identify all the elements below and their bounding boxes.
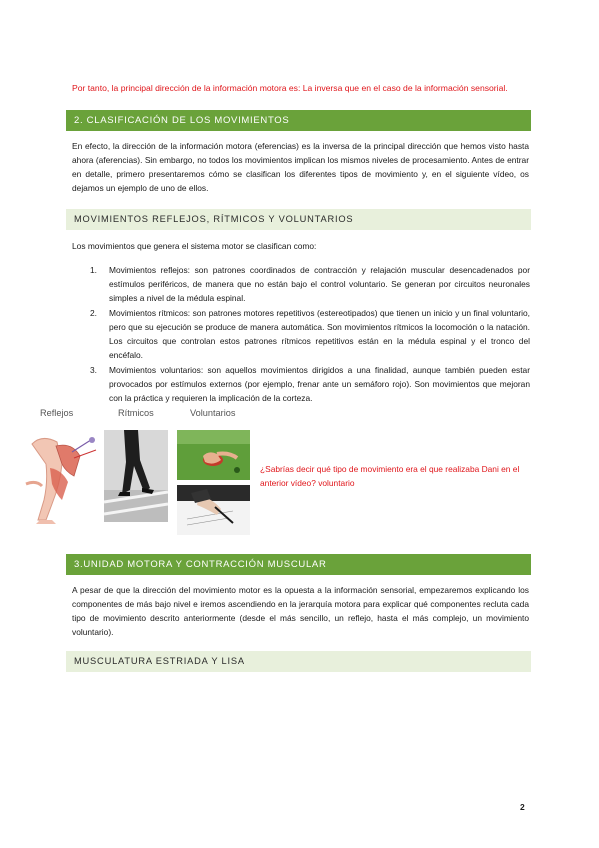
section-heading-clasificacion: 2. CLASIFICACIÓN DE LOS MOVIMIENTOS xyxy=(66,110,531,131)
question-callout: ¿Sabrías decir qué tipo de movimiento era el que realizaba Dani en el anterior vídeo? voluntario xyxy=(260,464,520,488)
section-heading-unidad-motora: 3.UNIDAD MOTORA Y CONTRACCIÓN MUSCULAR xyxy=(66,554,531,575)
movements-lead-text: Los movimientos que genera el sistema motor se clasifican como: xyxy=(72,241,317,251)
list-text: Movimientos reflejos: son patrones coordinados de contracción y relajación muscular desencadenados por estímulos periféricos, de manera que no están bajo el control voluntario. Se generan por circuitos neuronales simples a nivel de la médula espinal. xyxy=(109,265,530,303)
page-number: 2 xyxy=(520,802,525,812)
leg-reflex-icon xyxy=(22,424,104,526)
list-number: 3. xyxy=(90,365,97,375)
list-item xyxy=(90,363,530,405)
walking-icon xyxy=(104,430,168,522)
clasificacion-paragraph: En efecto, la dirección de la información motora (eferencias) es la inversa de la principal dirección que hemos visto hasta ahora (aferencias). Sin embargo, no todos los movimientos implican los mismos niveles de procesamiento. Antes de entrar en detalle, primero presentaremos cómo se clasifican los diferentes tipos de movimiento y, en el siguiente vídeo, os dejamos un ejemplo de uno de ellos. xyxy=(72,141,529,193)
writing-hand-icon xyxy=(177,485,250,535)
voluntary-photo-chess xyxy=(177,430,250,480)
figure-label-voluntarios: Voluntarios xyxy=(190,408,236,418)
list-number: 2. xyxy=(90,308,97,318)
list-text: Movimientos rítmicos: son patrones motores repetitivos (estereotipados) que tienen un inicio y un final voluntario, pero que su ejecución se produce de manera automática. Son movimientos rítmicos la locomoción o la natación. Los circuitos que controlan estos patrones rítmicos repetitivos están en la médula espinal y el tronco del encéfalo. xyxy=(109,308,530,360)
voluntary-photo-writing xyxy=(177,485,250,535)
reflex-illustration xyxy=(22,424,104,526)
figure-label-ritmicos: Rítmicos xyxy=(118,408,154,418)
unidad-motora-paragraph: A pesar de que la dirección del movimiento motor es la opuesta a la información sensorial, empezaremos explicando los componentes de más bajo nivel e iremos ascendiendo en la jerarquía motora para explicar qué componentes recluta cada tipo de movimiento descrito anteriormente (desde el más sencillo, un reflejo, hasta el más complejo, un movimiento voluntario). xyxy=(72,585,529,637)
list-item xyxy=(90,263,530,305)
list-text: Movimientos voluntarios: son aquellos movimientos dirigidos a una finalidad, aunque también pueden estar provocados por estímulos externos (por ejemplo, frenar ante un semáforo rojo). Son movimientos que mejoran con la práctica y requieren la implicación de la corteza. xyxy=(109,365,530,403)
subsection-heading-musculatura: MUSCULATURA ESTRIADA Y LISA xyxy=(66,651,531,672)
list-item xyxy=(90,306,530,362)
rhythmic-photo xyxy=(104,430,168,522)
movement-types-list xyxy=(90,263,530,406)
subsection-heading-reflejos: MOVIMIENTOS REFLEJOS, RÍTMICOS Y VOLUNTARIOS xyxy=(66,209,531,230)
list-number: 1. xyxy=(90,265,97,275)
hand-grasp-icon xyxy=(177,430,250,480)
intro-statement: Por tanto, la principal dirección de la información motora es: La inversa que en el caso de la información sensorial. xyxy=(72,82,508,93)
figure-label-reflejos: Reflejos xyxy=(40,408,74,418)
